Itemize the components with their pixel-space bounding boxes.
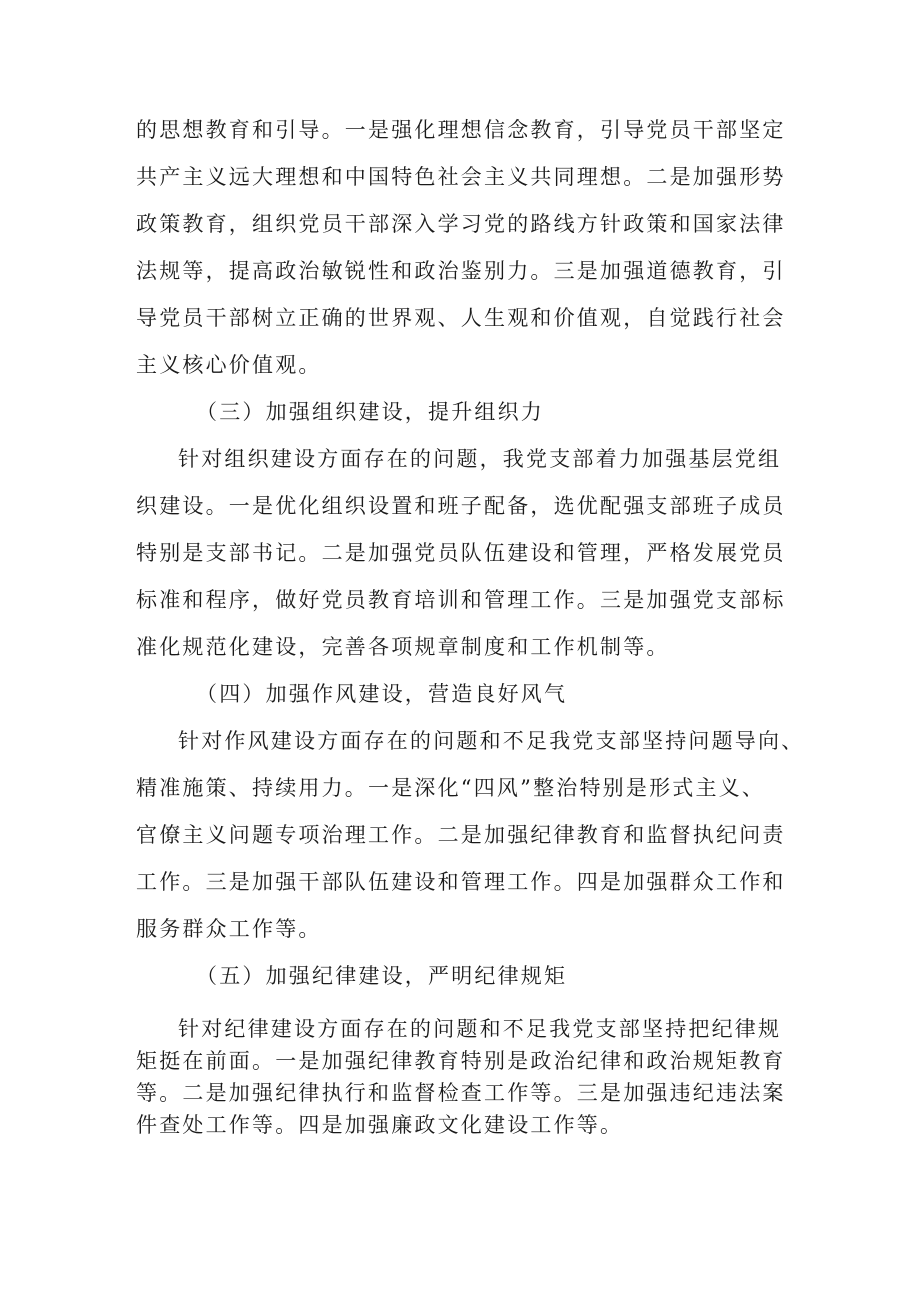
text-line: 标准和程序，做好党员教育培训和管理工作。三是加强党支部标 xyxy=(136,588,786,612)
text-line: 法规等，提高政治敏锐性和政治鉴别力。三是加强道德教育，引 xyxy=(136,259,786,283)
text-line: 矩挺在前面。一是加强纪律教育特别是政治纪律和政治规矩教育 xyxy=(136,1049,786,1073)
text-line: 织建设。一是优化组织设置和班子配备，选优配强支部班子成员 xyxy=(136,494,786,518)
text-line: 精准施策、持续用力。一是深化“四风”整治特别是形式主义、 xyxy=(136,776,766,800)
text-line: 件查处工作等。四是加强廉政文化建设工作等。 xyxy=(136,1113,624,1137)
text-line: 主义核心价值观。 xyxy=(136,353,322,377)
text-line: 服务群众工作等。 xyxy=(136,917,322,941)
text-line: 共产主义远大理想和中国特色社会主义共同理想。二是加强形势 xyxy=(136,165,786,189)
text-line: 导党员干部树立正确的世界观、人生观和价值观，自觉践行社会 xyxy=(136,306,786,330)
text-line: 针对组织建设方面存在的问题，我党支部着力加强基层党组 xyxy=(178,447,782,471)
section-heading-5: （五）加强纪律建设，严明纪律规矩 xyxy=(196,964,568,988)
text-line: 等。二是加强纪律执行和监督检查工作等。三是加强违纪违法案 xyxy=(136,1081,786,1105)
text-line: 官僚主义问题专项治理工作。二是加强纪律教育和监督执纪问责 xyxy=(136,823,786,847)
text-line: 针对作风建设方面存在的问题和不足我党支部坚持问题导向、 xyxy=(178,729,805,753)
text-line: 准化规范化建设，完善各项规章制度和工作机制等。 xyxy=(136,635,670,659)
section-heading-4: （四）加强作风建设，营造良好风气 xyxy=(196,682,568,706)
text-line: 政策教育，组织党员干部深入学习党的路线方针政策和国家法律 xyxy=(136,212,786,236)
text-line: 特别是支部书记。二是加强党员队伍建设和管理，严格发展党员 xyxy=(136,541,786,565)
section-heading-3: （三）加强组织建设，提升组织力 xyxy=(196,400,544,424)
text-line: 的思想教育和引导。一是强化理想信念教育，引导党员干部坚定 xyxy=(136,118,786,142)
text-line: 针对纪律建设方面存在的问题和不足我党支部坚持把纪律规 xyxy=(178,1017,782,1041)
text-line: 工作。三是加强干部队伍建设和管理工作。四是加强群众工作和 xyxy=(136,870,786,894)
